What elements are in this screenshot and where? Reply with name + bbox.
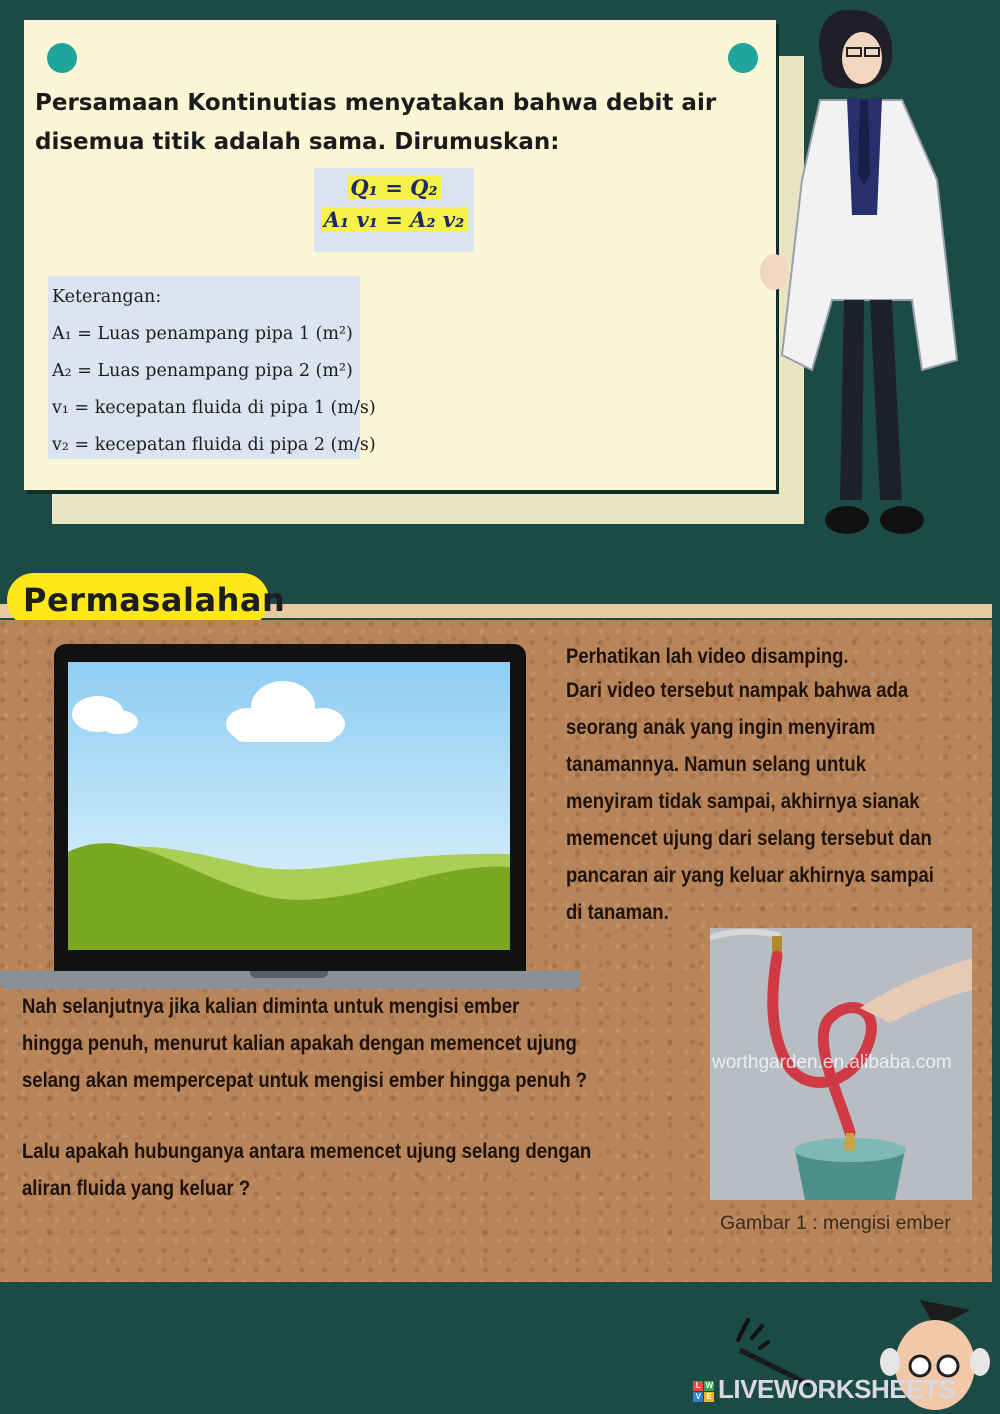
logo-text: LIVEWORKSHEETS: [718, 1374, 956, 1404]
keterangan-item: v₁ = kecepatan fluida di pipa 1 (m/s): [52, 398, 376, 418]
description-line: tanamannya. Namun selang untuk: [566, 752, 867, 776]
liveworksheets-logo-icon: L W V E: [693, 1381, 714, 1402]
description-line: menyiram tidak sampai, akhirnya sianak: [566, 789, 920, 813]
question-line: Lalu apakah hubunganya antara memencet ujung selang dengan: [22, 1139, 592, 1163]
keterangan-item: A₂ = Luas penampang pipa 2 (m²): [52, 361, 353, 381]
question-line: selang akan mempercepat untuk mengisi ember hingga penuh ?: [22, 1068, 588, 1092]
question-line: hingga penuh, menurut kalian apakah dengan memencet ujung: [22, 1031, 577, 1055]
keterangan-title: Keterangan:: [52, 287, 162, 307]
video-play-area[interactable]: [68, 662, 510, 950]
description-line: memencet ujung dari selang tersebut dan: [566, 826, 932, 850]
question-line: Nah selanjutnya jika kalian diminta untuk mengisi ember: [22, 994, 520, 1018]
laptop-notch: [250, 971, 328, 978]
description-line: di tanaman.: [566, 900, 669, 924]
formula-line-2: A₁ v₁ = A₂ v₂: [321, 207, 468, 232]
intro-line-1: Persamaan Kontinutias menyatakan bahwa debit air: [35, 90, 717, 116]
pin-left-icon: [47, 43, 77, 73]
video-description: [566, 640, 979, 931]
description-line: pancaran air yang keluar akhirnya sampai: [566, 863, 934, 887]
formula-box: [314, 168, 474, 252]
keterangan-item: v₂ = kecepatan fluida di pipa 2 (m/s): [52, 435, 376, 455]
intro-text: [35, 84, 735, 162]
intro-line-2: disemua titik adalah sama. Dirumuskan:: [35, 129, 560, 155]
keterangan-item: A₁ = Luas penampang pipa 1 (m²): [52, 324, 353, 344]
scientist-illustration: [752, 0, 977, 548]
photo-caption: Gambar 1 : mengisi ember: [720, 1212, 951, 1234]
section-heading: Permasalahan: [7, 573, 269, 627]
formula-line-1: Q₁ = Q₂: [347, 175, 440, 200]
video-player[interactable]: [68, 662, 510, 950]
question-1: [22, 988, 676, 1099]
description-line: Perhatikan lah video disamping.: [566, 644, 849, 668]
keterangan-box: [48, 276, 376, 459]
liveworksheets-logo[interactable]: [693, 1374, 955, 1405]
description-line: seorang anak yang ingin menyiram: [566, 715, 876, 739]
description-line: Dari video tersebut nampak bahwa ada: [566, 678, 909, 702]
photo-watermark: worthgarden.en.alibaba.com: [712, 1052, 952, 1073]
question-line: aliran fluida yang keluar ?: [22, 1176, 251, 1200]
question-2: [22, 1133, 676, 1207]
